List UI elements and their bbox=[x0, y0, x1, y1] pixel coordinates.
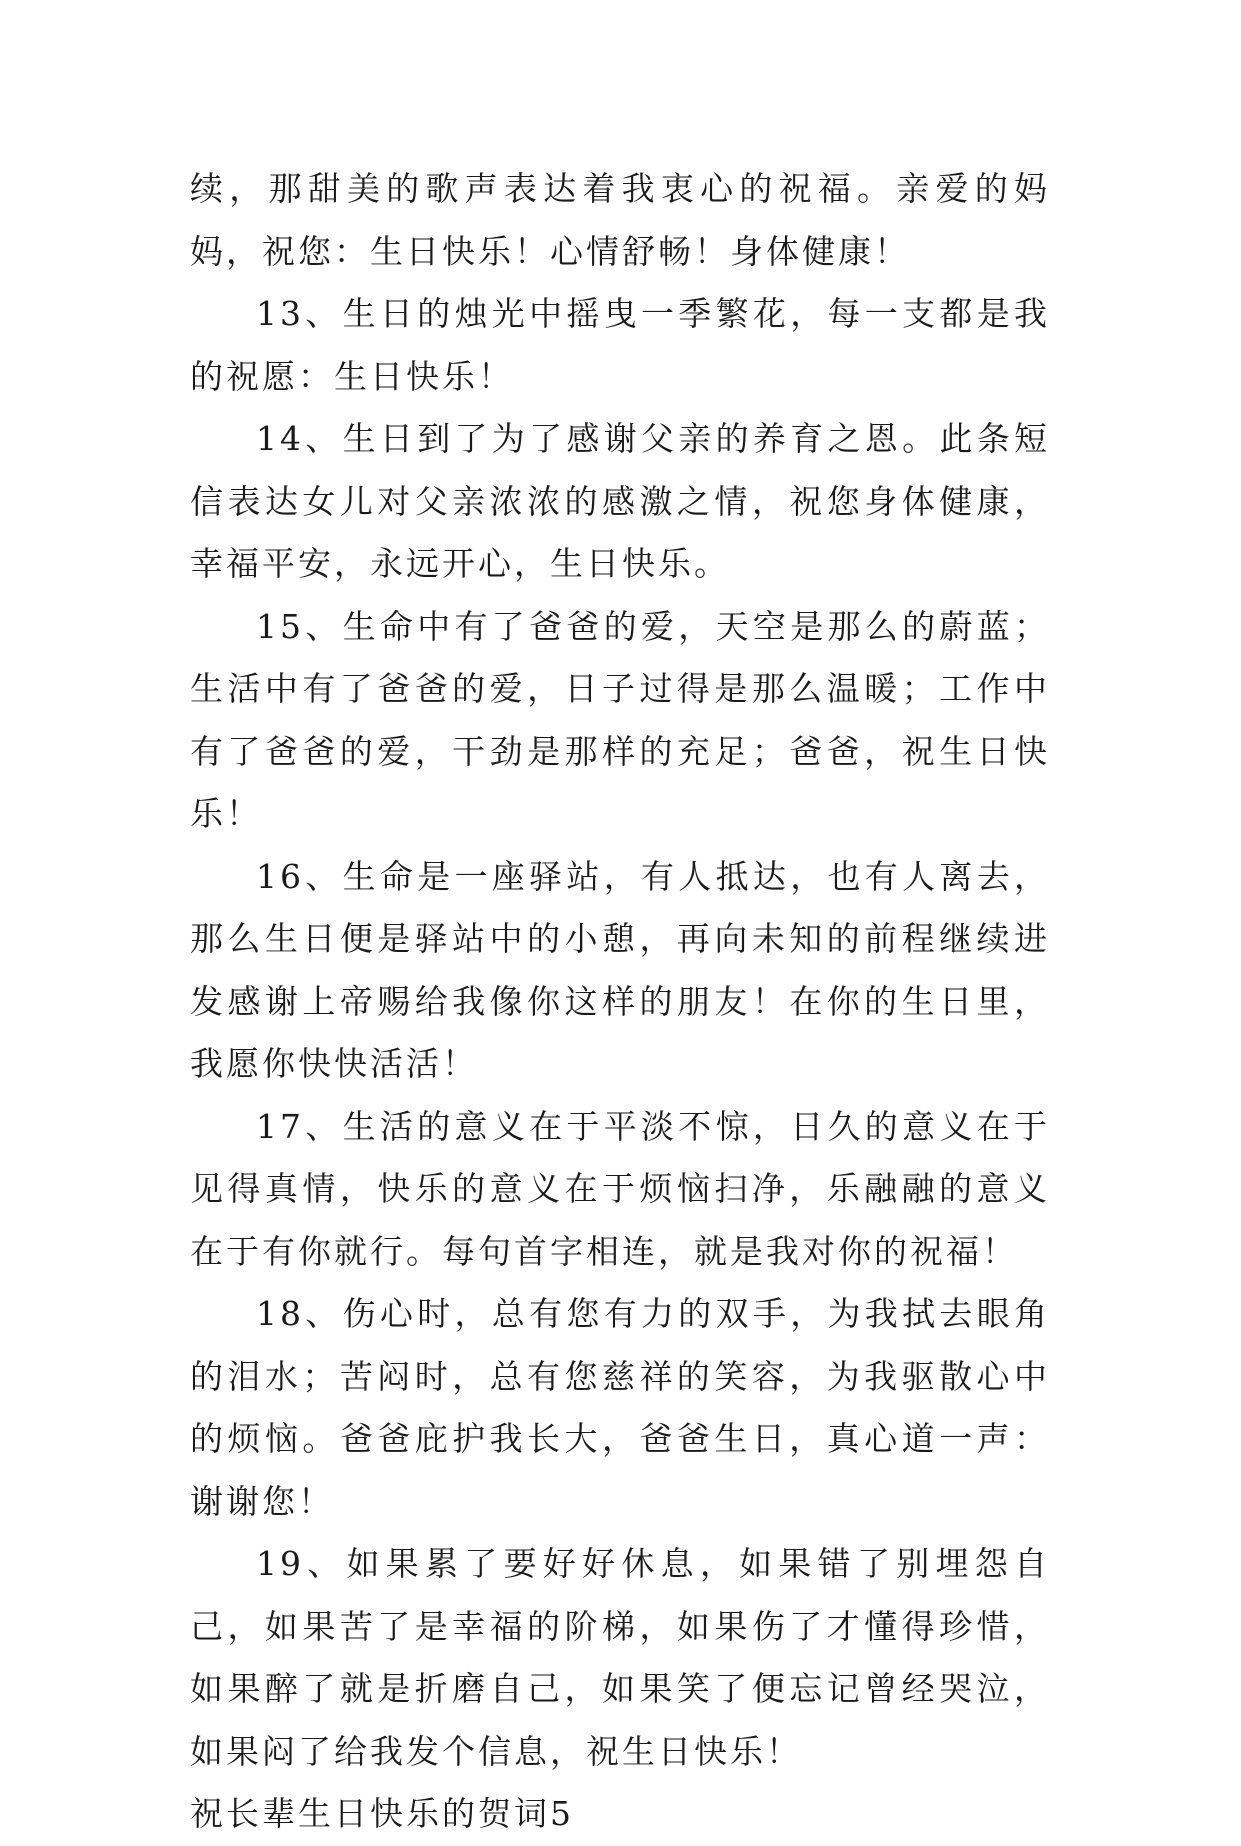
paragraph-12-continuation: 续，那甜美的歌声表达着我衷心的祝福。亲爱的妈妈，祝您：生日快乐！心情舒畅！身体健康！ bbox=[190, 169, 1050, 271]
section-heading: 祝长辈生日快乐的贺词5 bbox=[190, 1794, 574, 1833]
paragraph-13: 13、生日的烛光中摇曳一季繁花，每一支都是我的祝愿：生日快乐！ bbox=[190, 294, 1050, 396]
paragraph-14: 14、生日到了为了感谢父亲的养育之恩。此条短信表达女儿对父亲浓浓的感激之情，祝您身体健康，幸福平安，永远开心，生日快乐。 bbox=[190, 419, 1050, 583]
document-body bbox=[190, 158, 1050, 1846]
paragraph-15: 15、生命中有了爸爸的爱，天空是那么的蔚蓝；生活中有了爸爸的爱，日子过得是那么温暖；工作中有了爸爸的爱，干劲是那样的充足；爸爸，祝生日快乐！ bbox=[190, 606, 1050, 833]
paragraph-18: 18、伤心时，总有您有力的双手，为我拭去眼角的泪水；苦闷时，总有您慈祥的笑容，为我驱散心中的烦恼。爸爸庇护我长大，爸爸生日，真心道一声：谢谢您！ bbox=[190, 1294, 1050, 1521]
paragraph-16: 16、生命是一座驿站，有人抵达，也有人离去，那么生日便是驿站中的小憩，再向未知的前程继续进发感谢上帝赐给我像你这样的朋友！在你的生日里，我愿你快快活活！ bbox=[190, 856, 1050, 1083]
paragraph-19: 19、如果累了要好好休息，如果错了别埋怨自己，如果苦了是幸福的阶梯，如果伤了才懂得珍惜，如果醉了就是折磨自己，如果笑了便忘记曾经哭泣，如果闷了给我发个信息，祝生日快乐！ bbox=[190, 1544, 1050, 1771]
paragraph-17: 17、生活的意义在于平淡不惊，日久的意义在于见得真情，快乐的意义在于烦恼扫净，乐融融的意义在于有你就行。每句首字相连，就是我对你的祝福！ bbox=[190, 1106, 1050, 1271]
